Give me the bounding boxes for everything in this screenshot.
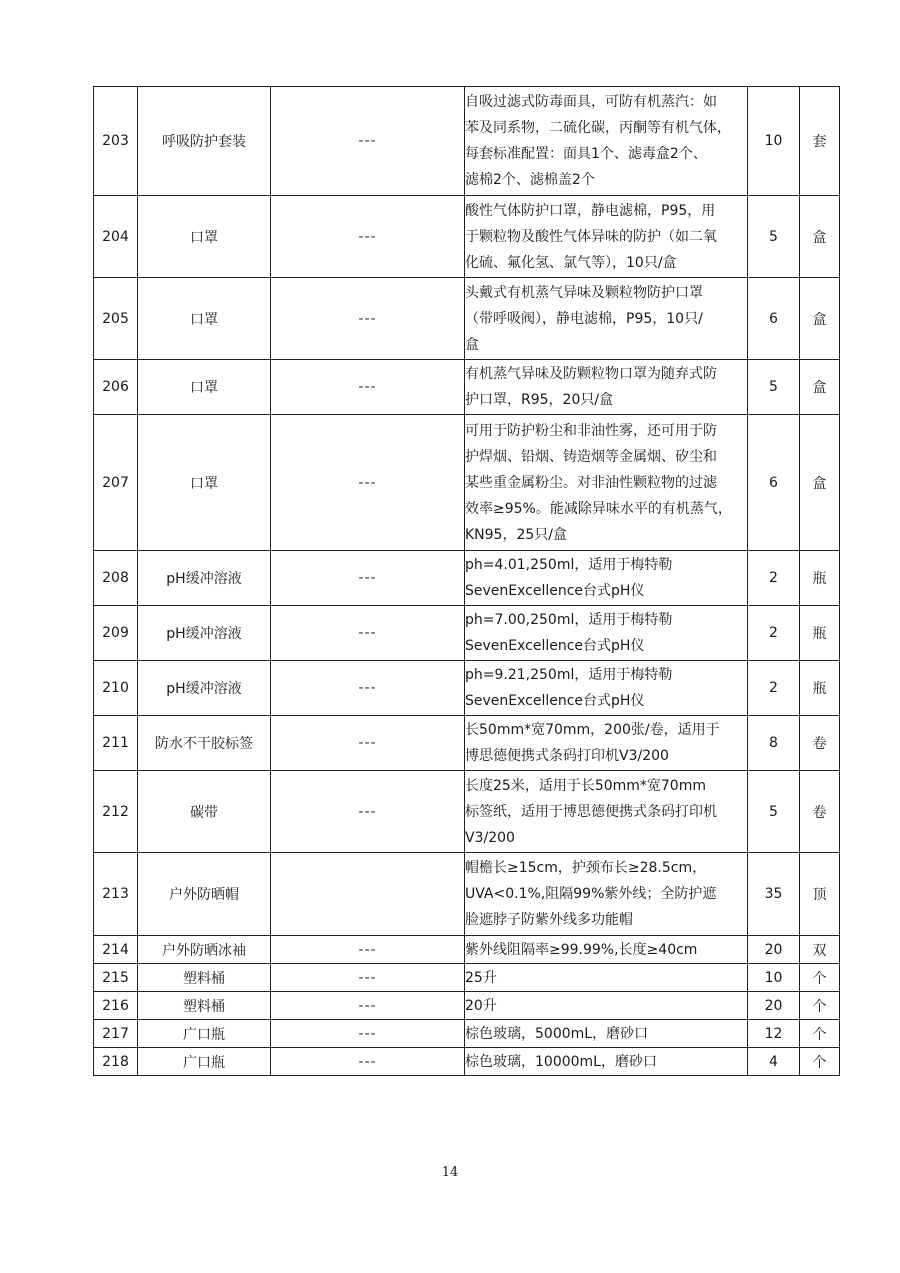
item-unit-cell: 盒	[800, 196, 840, 278]
table-row	[94, 87, 840, 196]
item-quantity-cell: 12	[748, 1020, 800, 1048]
item-number-cell: 215	[94, 964, 138, 992]
item-model-cell: ---	[271, 606, 465, 661]
spec-line: 脸遮脖子防紫外线多功能帽	[465, 912, 633, 928]
item-number-cell: 205	[94, 278, 138, 360]
item-quantity-cell: 5	[748, 771, 800, 853]
table-row	[94, 964, 840, 992]
spec-line: KN95，25只/盒	[465, 526, 567, 543]
item-name-cell: 广口瓶	[138, 1020, 271, 1048]
spec-line: SevenExcellence台式pH仪	[465, 583, 645, 599]
item-name-cell: 碳带	[138, 771, 271, 853]
item-quantity-cell: 10	[748, 964, 800, 992]
item-name-cell: 口罩	[138, 360, 271, 415]
item-spec-cell	[465, 964, 748, 992]
item-number-cell: 208	[94, 551, 138, 606]
spec-line: 长50mm*宽70mm，200张/卷，适用于	[465, 722, 720, 738]
item-number-cell: 211	[94, 716, 138, 771]
spec-line: UVA<0.1%,阻隔99%紫外线；全防护遮	[465, 886, 717, 902]
spec-line: 紫外线阻隔率≥99.99%,长度≥40cm	[465, 941, 698, 958]
item-unit-cell: 瓶	[800, 606, 840, 661]
item-model-cell: ---	[271, 661, 465, 716]
spec-line: 于颗粒物及酸性气体异味的防护（如二氧	[465, 228, 717, 245]
spec-line: 效率≥95%。能减除异味水平的有机蒸气，	[465, 500, 732, 517]
table-row	[94, 853, 840, 936]
table-row	[94, 661, 840, 716]
item-spec-cell	[465, 716, 748, 771]
item-spec-cell	[465, 87, 748, 196]
table-body	[94, 87, 840, 1076]
item-number-cell: 203	[94, 87, 138, 196]
spec-line: 帽檐长≥15cm，护颈布长≥28.5cm，	[465, 860, 707, 876]
item-quantity-cell: 2	[748, 606, 800, 661]
spec-line: SevenExcellence台式pH仪	[465, 693, 645, 709]
spec-line: 博思德便携式条码打印机V3/200	[465, 748, 669, 764]
item-number-cell: 216	[94, 992, 138, 1020]
item-model-cell: ---	[271, 716, 465, 771]
item-name-cell: 户外防晒冰袖	[138, 936, 271, 964]
item-unit-cell: 套	[800, 87, 840, 196]
spec-line: 酸性气体防护口罩，静电滤棉，P95，用	[465, 202, 716, 219]
item-spec-cell	[465, 992, 748, 1020]
item-spec-cell	[465, 1048, 748, 1076]
item-quantity-cell: 10	[748, 87, 800, 196]
item-model-cell: ---	[271, 1048, 465, 1076]
item-model-cell: ---	[271, 551, 465, 606]
item-name-cell: 塑料桶	[138, 992, 271, 1020]
item-quantity-cell: 6	[748, 278, 800, 360]
item-name-cell: 口罩	[138, 415, 271, 551]
spec-line: ph=7.00,250ml，适用于梅特勒	[465, 612, 673, 628]
table-row	[94, 196, 840, 278]
spec-line: ph=9.21,250ml，适用于梅特勒	[465, 667, 673, 683]
item-quantity-cell: 4	[748, 1048, 800, 1076]
spec-line: 棕色玻璃，5000mL，磨砂口	[465, 1025, 649, 1042]
item-name-cell: pH缓冲溶液	[138, 551, 271, 606]
item-name-cell: 口罩	[138, 278, 271, 360]
item-unit-cell: 盒	[800, 360, 840, 415]
item-spec-cell	[465, 278, 748, 360]
item-model-cell: ---	[271, 415, 465, 551]
item-number-cell: 209	[94, 606, 138, 661]
spec-line: 自吸过滤式防毒面具，可防有机蒸汽：如	[465, 94, 717, 110]
item-spec-cell	[465, 853, 748, 936]
spec-line: 苯及同系物，二硫化碳，丙酮等有机气体，	[465, 120, 731, 136]
table-row	[94, 415, 840, 551]
item-number-cell: 218	[94, 1048, 138, 1076]
item-number-cell: 213	[94, 853, 138, 936]
item-quantity-cell: 35	[748, 853, 800, 936]
page-number: 14	[441, 1165, 459, 1180]
item-number-cell: 217	[94, 1020, 138, 1048]
spec-line: V3/200	[465, 829, 515, 846]
item-unit-cell: 个	[800, 964, 840, 992]
table-row	[94, 278, 840, 360]
item-spec-cell	[465, 415, 748, 551]
item-quantity-cell: 8	[748, 716, 800, 771]
table-row	[94, 936, 840, 964]
table-row	[94, 771, 840, 853]
table-row	[94, 716, 840, 771]
table-row	[94, 551, 840, 606]
spec-line: 可用于防护粉尘和非油性雾，还可用于防	[465, 422, 717, 439]
item-spec-cell	[465, 196, 748, 278]
spec-line: 某些重金属粉尘。对非油性颗粒物的过滤	[465, 474, 717, 491]
spec-line: 20升	[465, 997, 497, 1014]
item-unit-cell: 双	[800, 936, 840, 964]
item-name-cell: 塑料桶	[138, 964, 271, 992]
item-model-cell: ---	[271, 992, 465, 1020]
spec-line: 每套标准配置：面具1个、滤毒盒2个、	[465, 146, 707, 162]
item-model-cell: ---	[271, 87, 465, 196]
item-unit-cell: 个	[800, 992, 840, 1020]
item-quantity-cell: 20	[748, 936, 800, 964]
spec-line: 头戴式有机蒸气异味及颗粒物防护口罩	[465, 284, 703, 301]
spec-line: 护口罩，R95，20只/盒	[465, 392, 614, 408]
item-unit-cell: 个	[800, 1048, 840, 1076]
spec-line: 25升	[465, 969, 497, 986]
item-spec-cell	[465, 771, 748, 853]
item-unit-cell: 卷	[800, 716, 840, 771]
item-model-cell: ---	[271, 196, 465, 278]
item-spec-cell	[465, 360, 748, 415]
item-unit-cell: 瓶	[800, 661, 840, 716]
item-name-cell: pH缓冲溶液	[138, 606, 271, 661]
item-quantity-cell: 5	[748, 196, 800, 278]
item-quantity-cell: 20	[748, 992, 800, 1020]
spec-line: （带呼吸阀），静电滤棉，P95，10只/	[465, 310, 703, 327]
item-spec-cell	[465, 1020, 748, 1048]
item-model-cell: ---	[271, 278, 465, 360]
item-unit-cell: 盒	[800, 415, 840, 551]
item-quantity-cell: 2	[748, 551, 800, 606]
item-name-cell: 防水不干胶标签	[138, 716, 271, 771]
item-spec-cell	[465, 606, 748, 661]
table-row	[94, 606, 840, 661]
item-quantity-cell: 5	[748, 360, 800, 415]
item-unit-cell: 卷	[800, 771, 840, 853]
items-table	[93, 86, 840, 1076]
item-name-cell: 广口瓶	[138, 1048, 271, 1076]
table-row	[94, 992, 840, 1020]
spec-line: 有机蒸气异味及防颗粒物口罩为随弃式防	[465, 366, 717, 382]
item-number-cell: 204	[94, 196, 138, 278]
item-model-cell: ---	[271, 771, 465, 853]
item-quantity-cell: 2	[748, 661, 800, 716]
item-number-cell: 214	[94, 936, 138, 964]
item-model-cell: ---	[271, 964, 465, 992]
item-model-cell: ---	[271, 936, 465, 964]
item-model-cell: ---	[271, 1020, 465, 1048]
spec-line: 滤棉2个、滤棉盖2个	[465, 172, 595, 188]
item-number-cell: 207	[94, 415, 138, 551]
spec-line: 盒	[465, 336, 479, 353]
spec-line: 棕色玻璃，10000mL，磨砂口	[465, 1053, 657, 1070]
item-unit-cell: 个	[800, 1020, 840, 1048]
item-spec-cell	[465, 661, 748, 716]
table-row	[94, 1048, 840, 1076]
item-number-cell: 206	[94, 360, 138, 415]
table-row	[94, 360, 840, 415]
spec-line: 化硫、氟化氢、氯气等），10只/盒	[465, 254, 677, 271]
item-model-cell: ---	[271, 360, 465, 415]
item-spec-cell	[465, 551, 748, 606]
spec-line: 标签纸，适用于博思德便携式条码打印机	[465, 803, 717, 820]
spec-line: 长度25米，适用于长50mm*宽70mm	[465, 777, 706, 794]
item-name-cell: pH缓冲溶液	[138, 661, 271, 716]
spec-line: 护焊烟、铅烟、铸造烟等金属烟、矽尘和	[465, 448, 717, 465]
item-name-cell: 户外防晒帽	[138, 853, 271, 936]
table-row	[94, 1020, 840, 1048]
item-model-cell	[271, 853, 465, 936]
item-name-cell: 口罩	[138, 196, 271, 278]
item-unit-cell: 盒	[800, 278, 840, 360]
spec-line: SevenExcellence台式pH仪	[465, 638, 645, 654]
spec-line: ph=4.01,250ml，适用于梅特勒	[465, 557, 673, 573]
item-spec-cell	[465, 936, 748, 964]
item-unit-cell: 瓶	[800, 551, 840, 606]
item-number-cell: 210	[94, 661, 138, 716]
item-quantity-cell: 6	[748, 415, 800, 551]
item-unit-cell: 顶	[800, 853, 840, 936]
item-number-cell: 212	[94, 771, 138, 853]
item-name-cell: 呼吸防护套装	[138, 87, 271, 196]
